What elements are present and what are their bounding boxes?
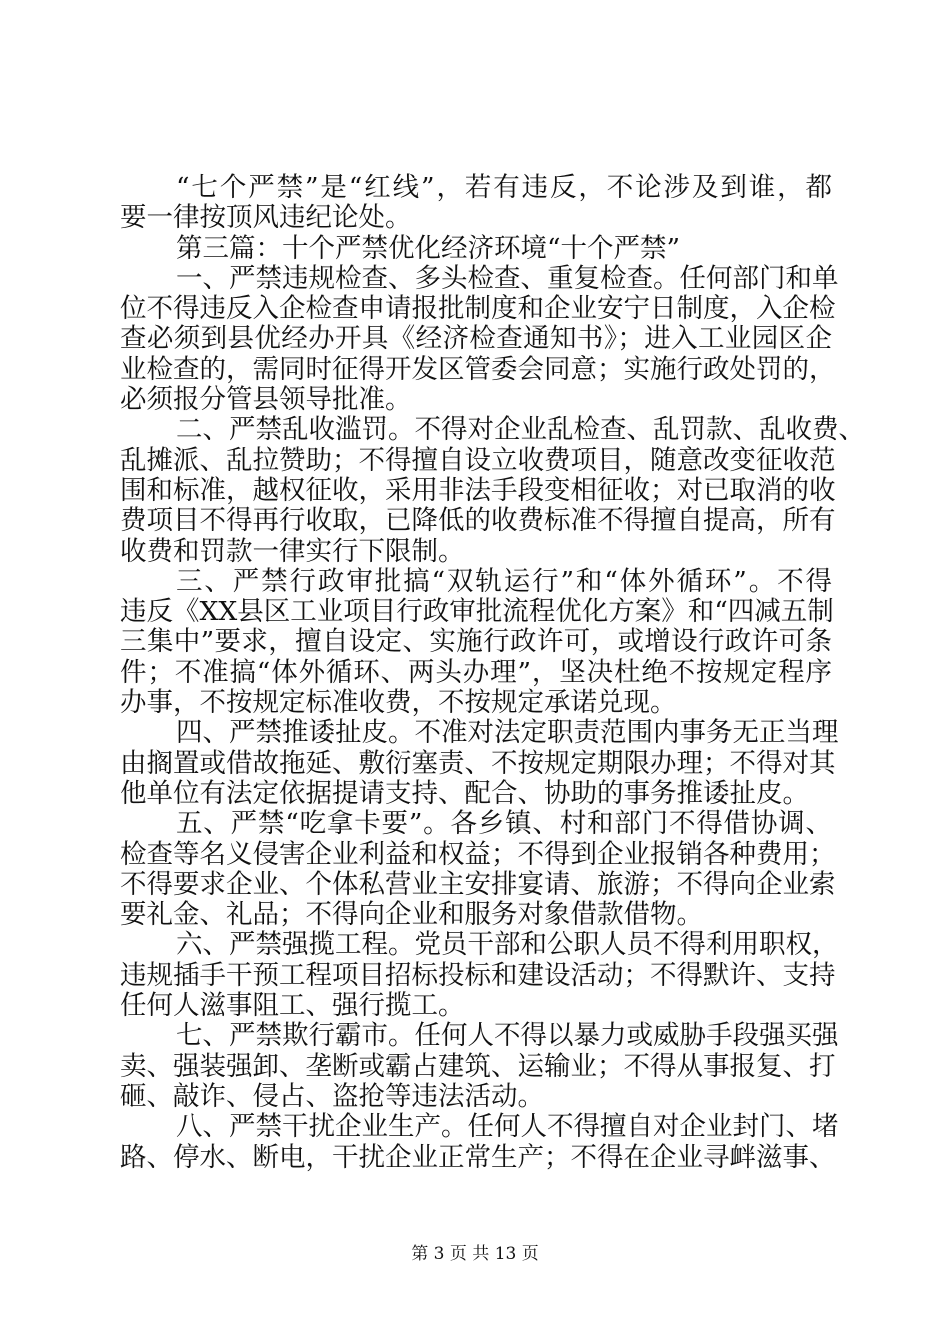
text-line: 六、严禁强揽工程。党员干部和公职人员不得利用职权， [176,929,839,961]
text-line: 一、严禁违规检查、多头检查、重复检查。任何部门和单 [176,262,839,294]
page-footer [0,1243,950,1265]
text-line: “七个严禁”是“红线”，若有违反，不论涉及到谁，都 [176,172,832,203]
text-line: 业检查的，需同时征得开发区管委会同意；实施行政处罚的， [120,353,836,385]
text-line: 违规插手干预工程项目招标投标和建设活动；不得默许、支持 [120,959,836,991]
text-line: 他单位有法定依据提请支持、配合、协助的事务推诿扯皮。 [120,777,809,809]
paragraph [120,717,839,809]
text-line: 检查等名义侵害企业利益和权益；不得到企业报销各种费用； [120,838,836,870]
text-line: 收费和罚款一律实行下限制。 [120,535,465,567]
section-heading [120,234,832,264]
paragraph [120,414,865,567]
paragraph [120,1111,839,1173]
text-line: 要一律按顶风违纪论处。 [120,202,412,234]
document-body [120,172,865,1173]
text-line: 三集中”要求，擅自设定、实施行政许可，或增设行政许可条 [120,626,832,658]
text-line: 乱摊派、乱拉赞助；不得擅自设立收费项目，随意改变征收范 [120,444,836,476]
text-line: 查必须到县优经办开具《经济检查通知书》；进入工业园区企 [120,323,832,355]
text-line: 办事，不按规定标准收费，不按规定承诺兑现。 [120,687,677,719]
paragraph [120,173,832,234]
text-line: 必须报分管县领导批准。 [120,384,412,416]
paragraph [120,1020,839,1112]
heading-line: 第三篇：十个严禁优化经济环境“十个严禁” [176,232,681,264]
text-line: 八、严禁干扰企业生产。任何人不得擅自对企业封门、堵 [176,1111,839,1143]
paragraph [120,808,836,931]
text-line: 件；不准搞“体外循环、两头办理”，坚决杜绝不按规定程序 [120,656,832,688]
text-line: 违反《XX县区工业项目行政审批流程优化方案》和“四减五制 [120,596,834,628]
text-line: 由搁置或借故拖延、敷衍塞责、不按规定期限办理；不得对其 [120,747,836,779]
text-line: 位不得违反入企检查申请报批制度和企业安宁日制度，入企检 [120,293,836,325]
paragraph [120,929,839,1022]
text-line: 五、严禁“吃拿卡要”。各乡镇、村和部门不得借协调、 [176,808,832,840]
text-line: 砸、敲诈、侵占、盗抢等违法活动。 [120,1080,544,1112]
text-line: 七、严禁欺行霸市。任何人不得以暴力或威胁手段强买强 [176,1020,839,1052]
text-line: 围和标准，越权征收，采用非法手段变相征收；对已取消的收 [120,474,836,506]
text-line: 卖、强装强卸、垄断或霸占建筑、运输业；不得从事报复、打 [120,1050,836,1082]
paragraph [120,567,832,718]
text-line: 三、严禁行政审批搞“双轨运行”和“体外循环”。不得 [176,565,832,597]
paragraph [120,262,839,416]
text-line: 要礼金、礼品；不得向企业和服务对象借款借物。 [120,899,703,931]
text-line: 二、严禁乱收滥罚。不得对企业乱检查、乱罚款、乱收费、 [176,414,865,446]
page-number-label: 第 3 页 共 13 页 [411,1244,539,1264]
text-line: 不得要求企业、个体私营业主安排宴请、旅游；不得向企业索 [120,868,836,900]
text-line: 四、严禁推诿扯皮。不准对法定职责范围内事务无正当理 [176,717,839,749]
text-line: 任何人滋事阻工、强行揽工。 [120,990,465,1022]
text-line: 费项目不得再行收取，已降低的收费标准不得擅自提高，所有 [120,505,836,537]
text-line: 路、停水、断电，干扰企业正常生产；不得在企业寻衅滋事、 [120,1141,836,1173]
